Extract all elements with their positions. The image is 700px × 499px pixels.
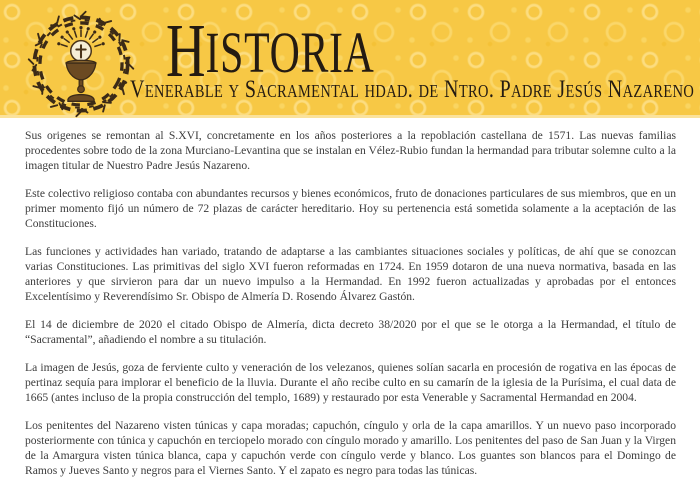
chalice-host-crown-of-thorns-icon xyxy=(25,8,137,120)
page-title-rest: ISTORIA xyxy=(205,20,375,85)
page-title-initial: H xyxy=(166,9,206,93)
history-text xyxy=(0,118,700,478)
header-band xyxy=(0,0,700,118)
body-paragraph: Sus origenes se remontan al S.XVI, concretamente en los años posteriores a la repoblación castellana de 1571. Las nuevas familias procedentes sobre todo de la zona Murciano-Levantina que se instalan en Vélez-Rubio fundan la hermandad para tributar solemne culto a la imagen titular de Nuestro Padre Jesús Nazareno. xyxy=(25,129,676,172)
body-paragraph: Este colectivo religioso contaba con abundantes recursos y bienes económicos, fruto de donaciones particulares de sus miembros, que en un primer momento fijó un número de 72 plazas de carácter hereditario. Hoy su pertenencia está sometida solamente a la aceptación de las Constituciones. xyxy=(25,187,676,230)
page-subtitle: Venerable y Sacramental hdad. de Ntro. Padre Jesús Nazareno xyxy=(130,76,695,103)
page-title xyxy=(166,9,375,93)
body-paragraph: La imagen de Jesús, goza de ferviente culto y veneración de los velezanos, quienes solían sacarla en procesión de rogativa en las épocas de pertinaz sequía para implorar el beneficio de la lluvia. Durante el año recibe culto en su camarín de la iglesia de la Purísima, el cual data de 1665 (antes incluso de la propia construcción del templo, 1689) y restaurado por esta Venerable y Sacramental Hermandad en 2004. xyxy=(25,361,676,404)
body-paragraph: Los penitentes del Nazareno visten túnicas y capa moradas; capuchón, cíngulo y orla de la capa amarillos. Y un nuevo paso incorporado posteriormente con túnica y capuchón en terciopelo morado con cíngulo morado y amarillo. Los penitentes del paso de San Juan y la Virgen de la Amargura visten túnica blanca, capa y capuchón verde con cíngulo verde y blanco. Los guantes son blancos para el Domingo de Ramos y Jueves Santo y negros para el Viernes Santo. Y el zapato es negro para todas las túnicas. xyxy=(25,419,676,477)
body-paragraph: Las funciones y actividades han variado, tratando de adaptarse a las cambiantes situaciones sociales y políticas, de ahí que se conozcan varias Constituciones. Las primitivas del siglo XVI fueron reformadas en 1724. En 1959 dotaron de una nueva normativa, basada en las anteriores y que sirvieron para dar un nuevo impulso a la Hermandad. En 1992 fueron actualizadas y aprobadas por el entonces Excelentísimo y Reverendísimo Sr. Obispo de Almería D. Rosendo Álvarez Gastón. xyxy=(25,245,676,303)
body-paragraph: El 14 de diciembre de 2020 el citado Obispo de Almería, dicta decreto 38/2020 por el que se le otorga a la Hermandad, el título de “Sacramental”, añadiendo el nombre a su titulación. xyxy=(25,318,676,346)
